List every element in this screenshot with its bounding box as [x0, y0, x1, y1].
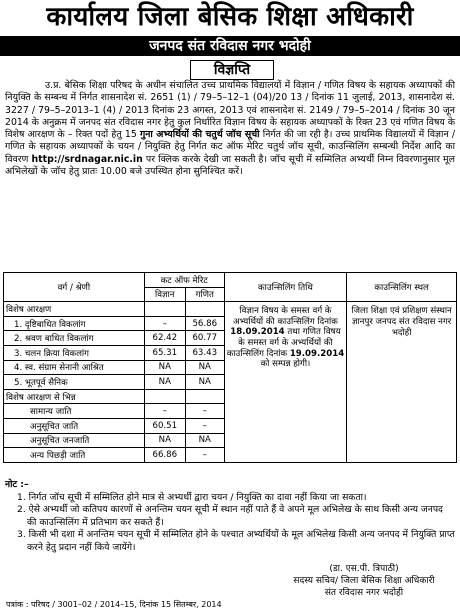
table-row: 5. भूतपूर्व सैनिक NA NA	[4, 375, 457, 390]
table-row: 2. श्रवण बाधित विकलांग 62.42 60.77	[4, 331, 457, 346]
date-text-b: तथा गणित विषय के समस्त वर्ग के अभ्यर्थियों की काउन्सिलिंग दिनांक	[226, 327, 341, 359]
intro-text-3: पर क्लिक करके देखी जा सकती है। जॉच सूची में सम्मिलित अभ्यर्थी निम्न विवरणानुसार मूल अभिलेखों के जॉच हेतु प्रातः 10.00 बजे उपस्थित होना सुनिश्चित करें।	[5, 153, 455, 178]
counselling-date-cell	[224, 302, 347, 463]
office-title: कार्यालय जिला बेसिक शिक्षा अधिकारी	[46, 2, 414, 32]
counselling-place-cell: जिला शिक्षा एवं प्रशिक्षण संस्थान ज्ञानपुर जनपद संत रविदास नगर भदोही	[347, 302, 457, 463]
table-row: 1. दृष्टिबाधित विकलांग – 56.86	[4, 316, 457, 331]
col-place-header: काउन्सिलिंग स्थल	[347, 273, 457, 302]
notice-title: विज्ञप्ति	[190, 60, 274, 80]
table-row: 3. चलन क्रिया विकलांग 65.31 63.43	[4, 345, 457, 360]
date-text-a: विज्ञान विषय के समस्त वर्ग के अभ्यर्थियों की काउन्सिलिंग दिनांक	[233, 306, 338, 327]
section-special: विशेष आरक्षण	[4, 302, 145, 317]
science-date: 18.09.2014	[230, 327, 285, 338]
notes-label: नोट :–	[5, 479, 29, 490]
note-item: 3. किसी भी दशा में अनन्तिम चयन सूची में सम्मिलित होने के पश्चात अभ्यर्थियों के मूल अभिलेख किसी अन्य जनपद में नियुक्ति प्राप्त करने हेतु प्रदान नहीं किये जायेंगे।	[17, 529, 455, 553]
col-category-header: वर्ग / श्रेणी	[4, 273, 145, 302]
table-row: सामान्य जाति – –	[4, 404, 457, 419]
signature-block	[270, 563, 458, 599]
signatory-designation: सदस्य सचिव/ जिला बेसिक शिक्षा अधिकारी	[293, 576, 435, 586]
reference-number: पत्रांक : परिषद / 3001–02 / 2014–15, दिनांक 15 सितम्बर, 2014	[6, 600, 222, 609]
website-link[interactable]: http://srdnagar.nic.in	[31, 153, 143, 165]
intro-paragraph	[5, 80, 455, 270]
intro-bold-phrase: गुना अभ्यर्थियों की चतुर्थ जॉच सूची	[139, 129, 260, 141]
table-row: अनुसूचित जाति 60.51 –	[4, 418, 457, 433]
col-cutoff-header: कट ऑफ मेरिट	[144, 273, 224, 288]
math-date: 19.09.2014	[289, 348, 345, 359]
note-item: 2. ऐसे अभ्यर्थी जो कतिपय कारणों से अनन्तिम चयन सूची में स्थान नहीं पाते हैं वे अपने मूल अभिलेख के साथ किसी अन्य जनपद की काउन्सिलिंग में प्रतिभाग कर सकते हैं।	[17, 504, 443, 528]
col-math-header: गणित	[185, 287, 224, 302]
notes-section	[5, 479, 455, 555]
intro-text-2: निर्गत की जा रही है। उच्च प्राथमिक विद्यालयों में विज्ञान / गणित के सहायक अध्यापकों के चयन / नियुक्ति हेतु निर्गत कट ऑफ मेरिट चतुर्थ जॉच सूची, काउन्सिलिंग सम्बन्धी निर्देश आदि का विवरण	[5, 129, 455, 165]
date-text-c: को सम्पन्न होगी।	[260, 359, 311, 370]
district-title: जनपद संत रविदास नगर भदोही	[149, 38, 311, 54]
col-science-header: विज्ञान	[144, 287, 185, 302]
table-row: अनुसूचित जनजाति NA NA	[4, 433, 457, 448]
section-general: विशेष आरक्षण से भिन्न	[4, 389, 145, 404]
signatory-name: (डा. एस.पी. त्रिपाठी)	[329, 564, 399, 574]
signatory-district: संत रविदास नगर भदोही	[324, 588, 404, 598]
col-date-header: काउन्सिलिंग तिथि	[224, 273, 347, 302]
table-row: 4. स्व. संग्राम सेनानी आश्रित NA NA	[4, 360, 457, 375]
cutoff-table	[3, 272, 457, 463]
table-row: अन्य पिछड़ी जाति 66.86 –	[4, 448, 457, 463]
intro-text-1: उ.प्र. बेसिक शिक्षा परिषद के अधीन संचालित उच्च प्राथमिक विद्यालयों में विज्ञान / गणित विषय के सहायक अध्यापकों की नियुक्ति के सम्बन्ध में निर्गत शासनादेश सं. 2651 (1) / 79–5–12–1 (04)/20 13 / दिनांक 11 जुलाई, 2013, शासनादेश सं. 3227 / 79–5–2013–1 (4) / 2013 दिनांक 23 अगस्त, 2013 एवं शासनादेश सं. 2149 / 79–5–2014 / दिनांक 30 जून 2014 के अनुक्रम में जनपद संत रविदास नगर हेतु कुल निर्धारित विज्ञान विषय के सहायक अध्यापकों के रिक्त 23 एवं गणित विषय के विशेष आरक्षण के – रिक्त पदों हेतु 15	[5, 80, 455, 141]
note-item: 1. निर्गत जॉच सूची में सम्मिलित होने मात्र से अभ्यर्थी द्वारा चयन / नियुक्ति का दावा नहीं किया जा सकता।	[17, 491, 367, 503]
